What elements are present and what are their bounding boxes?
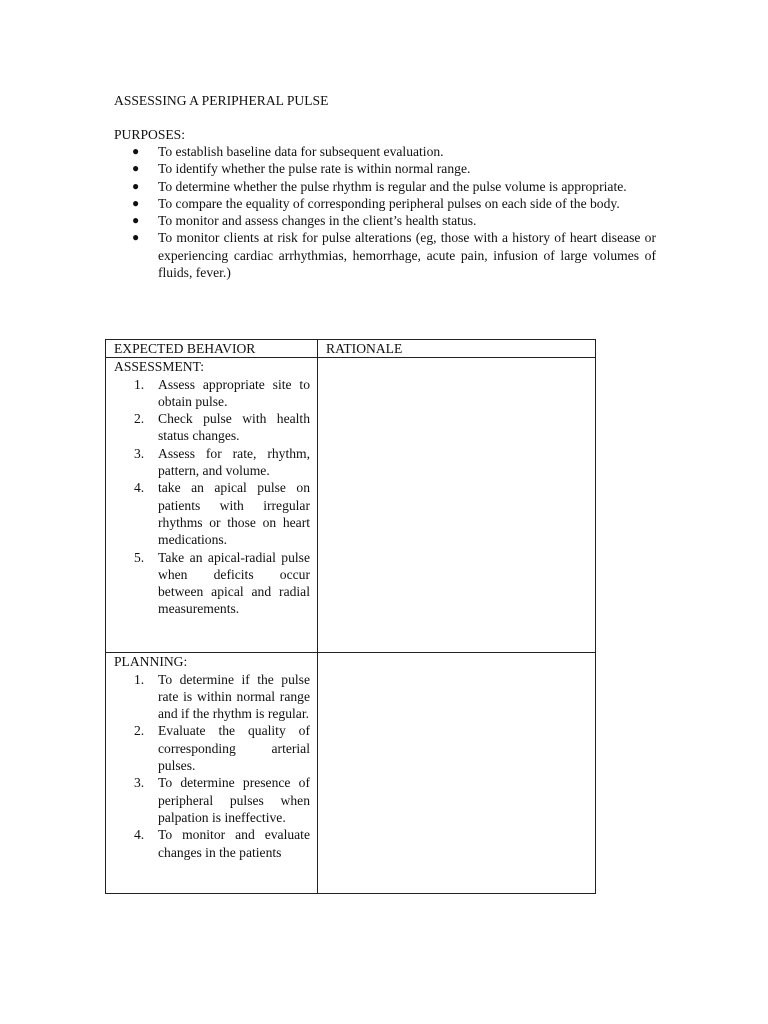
bullet-icon: ●	[132, 213, 140, 228]
list-item: 1. To determine if the pulse rate is within normal range and if the rhythm is regular.	[134, 671, 310, 722]
planning-cell	[106, 653, 318, 894]
bullet-icon: ●	[132, 144, 140, 158]
purpose-item: ● To compare the equality of corresponding peripheral pulses on each side of the body.	[132, 195, 620, 211]
document-title: ASSESSING A PERIPHERAL PULSE	[114, 93, 329, 108]
assessment-heading: ASSESSMENT:	[114, 359, 204, 375]
list-item: 3. To determine presence of peripheral pulses when palpation is ineffective.	[134, 775, 310, 825]
purposes-list	[114, 143, 656, 281]
list-item: 4. take an apical pulse on patients with irregular rhythms or those on heart medications.	[134, 480, 310, 548]
purpose-item: ● To monitor clients at risk for pulse alterations (eg, those with a history of heart disease or experiencing cardiac arrhythmias, hemorrhage, acute pain, infusion of large volumes of fluids, fever.)	[132, 230, 656, 281]
list-item: 5. Take an apical-radial pulse when deficits occur between apical and radial measurements.	[134, 549, 310, 617]
bullet-icon: ●	[132, 230, 140, 245]
assessment-rationale-cell	[318, 358, 596, 653]
list-item: 1. Assess appropriate site to obtain pulse.	[134, 376, 310, 409]
list-item: 3. Assess for rate, rhythm, pattern, and volume.	[134, 445, 310, 479]
list-item: 2. Check pulse with health status changes.	[134, 411, 310, 444]
header-rationale: RATIONALE	[318, 340, 596, 358]
purpose-item: ● To identify whether the pulse rate is within normal range.	[132, 161, 471, 177]
purpose-item: ● To establish baseline data for subsequent evaluation.	[132, 144, 444, 159]
table-row	[106, 358, 596, 653]
purposes-heading: PURPOSES:	[114, 127, 186, 142]
assessment-steps	[114, 376, 317, 618]
procedure-table	[105, 339, 596, 894]
purpose-item: ● To monitor and assess changes in the client’s health status.	[132, 213, 477, 229]
planning-steps	[114, 671, 317, 861]
table-header-row	[106, 340, 596, 358]
list-item: 2. Evaluate the quality of corresponding arterial pulses.	[134, 723, 310, 774]
bullet-icon: ●	[132, 178, 140, 193]
planning-heading: PLANNING:	[114, 654, 188, 670]
list-item: 4. To monitor and evaluate changes in the patients	[134, 827, 310, 860]
bullet-icon: ●	[132, 195, 140, 210]
table-row	[106, 653, 596, 894]
bullet-icon: ●	[132, 161, 140, 176]
purpose-item: ● To determine whether the pulse rhythm is regular and the pulse volume is appropriate.	[132, 178, 627, 194]
planning-rationale-cell	[318, 653, 596, 894]
header-expected-behavior: EXPECTED BEHAVIOR	[106, 340, 318, 358]
assessment-cell	[106, 358, 318, 653]
